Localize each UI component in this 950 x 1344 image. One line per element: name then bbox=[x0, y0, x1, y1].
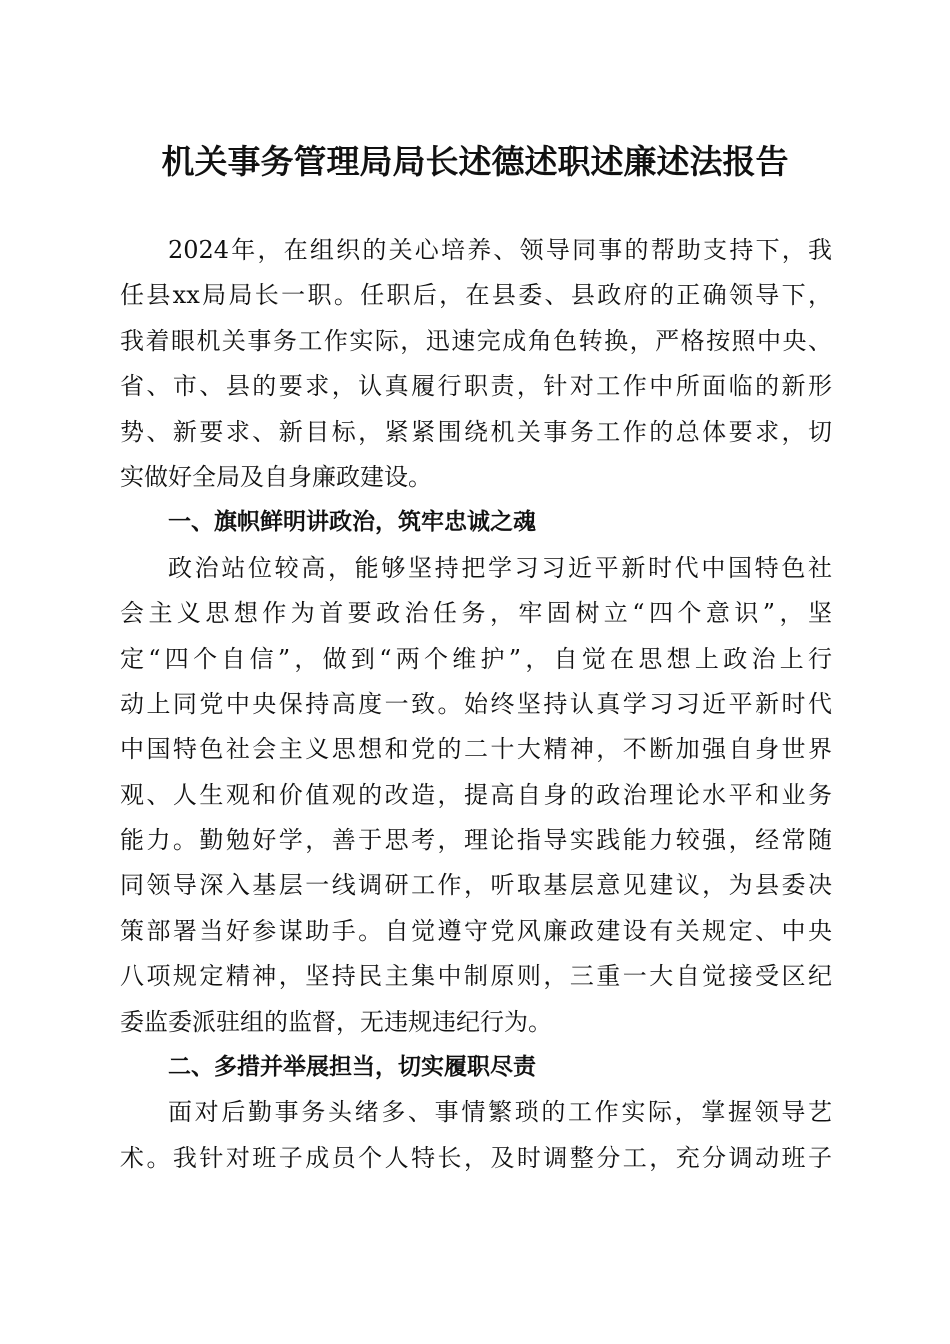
paragraph-line: 2024年，在组织的关心培养、领导同事的帮助支持下，我 bbox=[168, 236, 832, 264]
paragraph-line: 面对后勤事务头绪多、事情繁琐的工作实际，掌握领导艺 bbox=[168, 1098, 832, 1127]
paragraph-line: 能力。勤勉好学，善于思考，理论指导实践能力较强，经常随 bbox=[120, 826, 832, 855]
page-title: 机关事务管理局局长述德述职述廉述法报告 bbox=[161, 142, 789, 181]
paragraph-line: 会主义思想作为首要政治任务，牢固树立“四个意识”，坚 bbox=[120, 599, 832, 628]
paragraph-line: 省、市、县的要求，认真履行职责，针对工作中所面临的新形 bbox=[120, 372, 832, 401]
paragraph-line: 定“四个自信”，做到“两个维护”，自觉在思想上政治上行 bbox=[120, 644, 832, 673]
section-heading: 二、多措并举展担当，切实履职尽责 bbox=[168, 1054, 536, 1081]
paragraph-line: 委监委派驻组的监督，无违规违纪行为。 bbox=[120, 1007, 552, 1036]
paragraph-line: 任县xx局局长一职。任职后，在县委、县政府的正确领导下， bbox=[120, 281, 832, 310]
section-heading: 一、旗帜鲜明讲政治，筑牢忠诚之魂 bbox=[168, 509, 536, 536]
paragraph-line: 势、新要求、新目标，紧紧围绕机关事务工作的总体要求，切 bbox=[120, 417, 832, 446]
paragraph-line: 动上同党中央保持高度一致。始终坚持认真学习习近平新时代 bbox=[120, 689, 832, 718]
paragraph-line: 中国特色社会主义思想和党的二十大精神，不断加强自身世界 bbox=[120, 735, 832, 764]
paragraph-line: 同领导深入基层一线调研工作，听取基层意见建议，为县委决 bbox=[120, 871, 832, 900]
paragraph-line: 政治站位较高，能够坚持把学习习近平新时代中国特色社 bbox=[168, 553, 832, 582]
paragraph-line: 实做好全局及自身廉政建设。 bbox=[120, 462, 432, 491]
paragraph-line: 观、人生观和价值观的改造，提高自身的政治理论水平和业务 bbox=[120, 780, 832, 809]
paragraph-line: 我着眼机关事务工作实际，迅速完成角色转换，严格按照中央、 bbox=[120, 326, 832, 355]
paragraph-line: 八项规定精神，坚持民主集中制原则，三重一大自觉接受区纪 bbox=[120, 962, 832, 991]
paragraph-line: 策部署当好参谋助手。自觉遵守党风廉政建设有关规定、中央 bbox=[120, 916, 832, 945]
paragraph-line: 术。我针对班子成员个人特长，及时调整分工，充分调动班子 bbox=[120, 1143, 832, 1172]
body-text bbox=[120, 228, 832, 1181]
